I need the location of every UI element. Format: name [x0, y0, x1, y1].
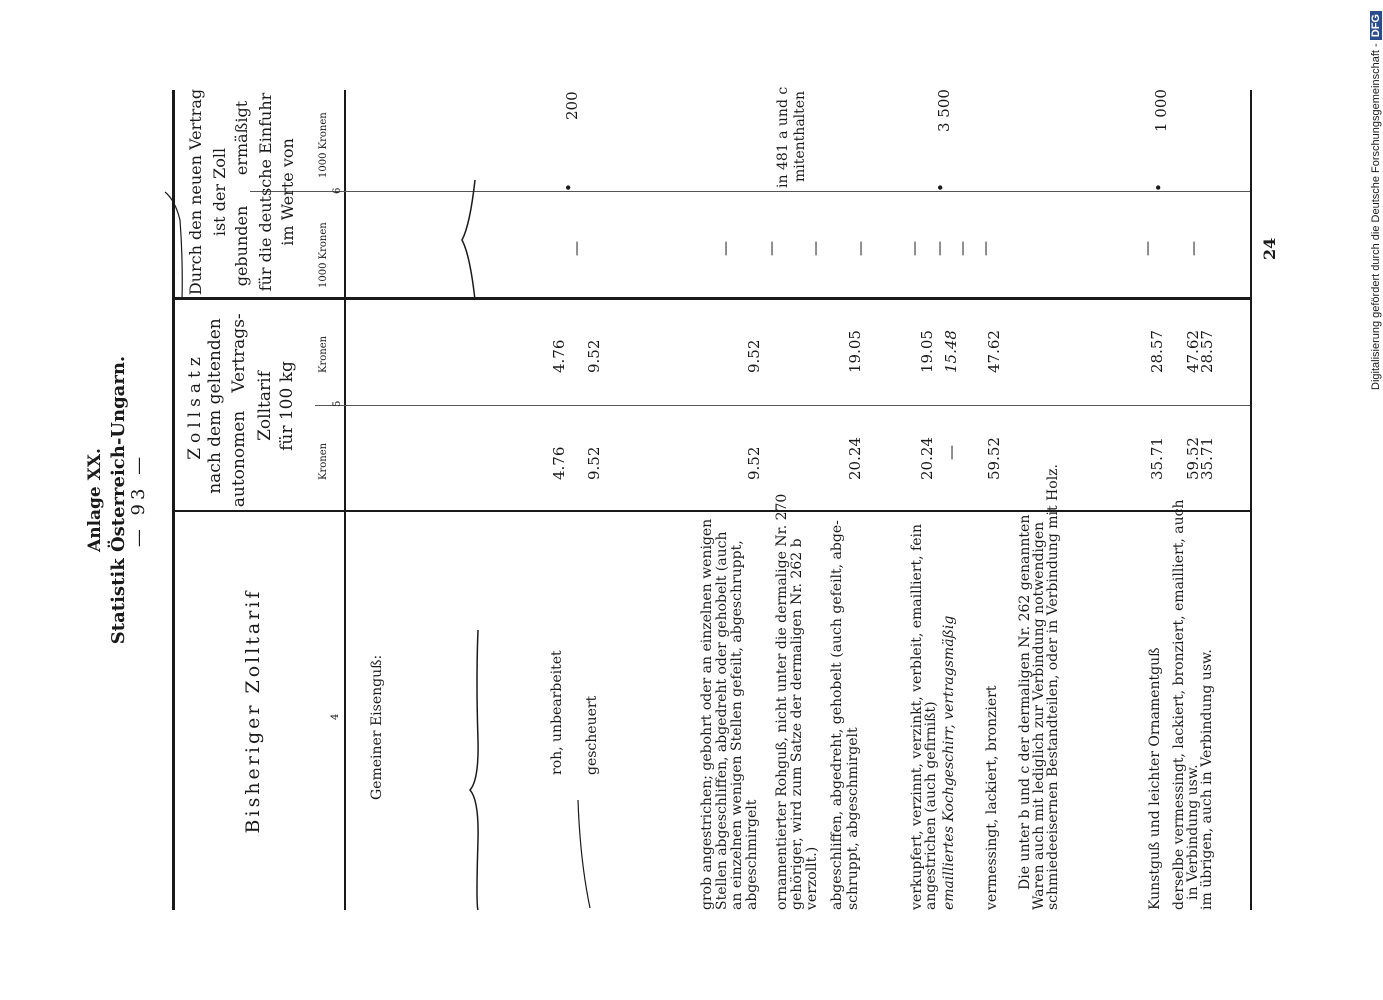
row-label-line: verkupfert, verzinnt, verzinkt, verbleit, emailliert, fein [909, 524, 925, 910]
row-autonom: 9.52 [585, 446, 603, 480]
row-vertrag: 28.57 [1198, 330, 1216, 373]
row-label-line: ornamentierter Rohguß, nicht unter die dermalige Nr. 270 [774, 493, 790, 910]
row-label: roh, unbearbeitet [549, 650, 565, 775]
page-number: — 93 — [128, 452, 149, 548]
row-vertrag: 9.52 [585, 339, 603, 373]
group3-value: 3 500 [935, 89, 953, 132]
col4-number: 4 [330, 713, 341, 720]
bound-dash: — [930, 241, 948, 256]
group1-dot: • [560, 183, 578, 192]
group3-dot: • [932, 183, 950, 192]
row-note-line: Waren auch mit lediglich zur Verbindung notwendigen [1031, 521, 1047, 910]
brace-col6-group1 [462, 180, 475, 300]
digitization-note [1370, 11, 1382, 390]
row-autonom: 4.76 [550, 446, 568, 480]
bound-dash: — [953, 241, 971, 256]
row-label: emailliertes Kochgeschirr, vertragsmäßig [941, 615, 957, 910]
col5-unit-vertrag: Kronen [318, 335, 329, 373]
row-vertrag: 28.57 [1148, 330, 1166, 373]
col4-header: Bisheriger Zolltarif [242, 588, 264, 834]
anlage-subtitle: Statistik Österreich-Ungarn. [108, 355, 129, 645]
col6-unit-ermaessigt: 1000 Kronen [318, 112, 329, 178]
col6-header-line5: im Werte von [278, 138, 297, 246]
brace-col4-rows01 [578, 800, 590, 908]
row-autonom: 35.71 [1198, 437, 1216, 480]
col6-unit-gebunden: 1000 Kronen [318, 222, 329, 288]
dfg-logo: DFG [1370, 11, 1382, 40]
bound-dash: — [806, 241, 824, 256]
row-autonom: 20.24 [918, 437, 936, 480]
bound-dash: — [762, 241, 780, 256]
col5-unit-autonom: Kronen [318, 442, 329, 480]
col5-header-line5: für 100 kg [277, 361, 297, 451]
group2-note-line1: in 481 a und c [775, 86, 791, 188]
brace-col4-top [470, 630, 478, 910]
bound-dash: — [1184, 241, 1202, 256]
col5-header-autonom: autonomen [229, 410, 249, 508]
bound-dash: — [851, 241, 869, 256]
group4-value: 1 000 [1152, 89, 1170, 132]
row-vertrag: 15.48 [942, 330, 960, 373]
col6-number: 6 [332, 187, 343, 194]
row-note-line: Die unter b und c der dermaligen Nr. 262 genannten [1017, 514, 1033, 890]
col5-header-line1: Zollsatz [185, 352, 205, 460]
col6-header-line4: für die deutsche Einfuhr [256, 92, 275, 292]
group2-note-line2: mitenthalten [792, 90, 808, 182]
row-label-line: abgeschliffen, abgedreht, gehobelt (auch gefeilt, abge- [829, 520, 845, 910]
bound-dash: — [716, 241, 734, 256]
row-label-line: grob angestrichen; gebohrt oder an einzelnen wenigen [699, 518, 715, 910]
col5-header-line2: nach dem geltenden [205, 318, 225, 494]
row-label-line: verzollt.) [804, 846, 820, 910]
row-autonom: 59.52 [1184, 437, 1202, 480]
brace-col6-group2 [165, 192, 182, 300]
row-autonom: 35.71 [1148, 437, 1166, 480]
row-label: gescheuert [584, 695, 600, 775]
row-vertrag: 19.05 [846, 330, 864, 373]
footer-number: 24 [1260, 237, 1279, 260]
row-label: vermessingt, lackiert, bronziert [984, 685, 1000, 910]
anlage-title: Anlage XX. [85, 448, 105, 552]
row-note-line: schmiedeeisernen Bestandteilen, oder in Verbindung mit Holz. [1045, 464, 1061, 910]
row-label-line: schruppt, abgeschmirgelt [845, 727, 861, 910]
row-label: Kunstguß und leichter Ornamentguß [1147, 647, 1163, 910]
bound-dash: — [905, 241, 923, 256]
bound-dash: — [1138, 241, 1156, 256]
col6-header-line1: Durch den neuen Vertrag [186, 88, 205, 296]
row-label-line: an einzelnen wenigen Stellen gefeilt, abgeschruppt, [729, 540, 745, 910]
digitization-text: Digitalisierung gefördert durch die Deutsche Forschungsgemeinschaft - [1370, 43, 1382, 390]
group4-dot: • [1150, 183, 1168, 192]
col5-header-vertrag: Vertrags- [229, 313, 249, 393]
row-label: im übrigen, auch in Verbindung usw. [1199, 649, 1215, 910]
col6-header-ermaessigt: ermäßigt [232, 100, 251, 176]
row-label-line: angestrichen (auch gefirnißt) [923, 701, 939, 910]
row-vertrag: 9.52 [745, 339, 763, 373]
row-vertrag: 19.05 [918, 330, 936, 373]
row-vertrag: 47.62 [985, 330, 1003, 373]
bound-dash: — [976, 241, 994, 256]
row-label-line: in Verbindung usw. [1185, 764, 1201, 900]
row-autonom: 9.52 [745, 446, 763, 480]
row-autonom: 59.52 [985, 437, 1003, 480]
bound-dash: — [567, 241, 585, 256]
row-autonom: 20.24 [846, 437, 864, 480]
col5-number: 5 [332, 400, 343, 407]
row-autonom: — [942, 445, 960, 460]
col5-header-line4: Zolltarif [255, 371, 275, 441]
row-vertrag: 47.62 [1184, 330, 1202, 373]
col6-header-line2: ist der Zoll [210, 147, 229, 237]
section-heading: Gemeiner Eisenguß: [369, 654, 385, 800]
group1-value: 200 [563, 91, 581, 120]
row-label-line: Stellen abgeschliffen, abgedreht oder gehobelt (auch [714, 531, 730, 910]
row-vertrag: 4.76 [550, 339, 568, 373]
col6-header-gebunden: gebunden [232, 205, 251, 287]
row-label-line: gehöriger, wird zum Satze der dermaligen Nr. 262 b [789, 538, 805, 910]
row-label-line: derselbe vermessingt, lackiert, bronziert, emailliert, auch [1171, 499, 1187, 910]
row-label-line: abgeschmirgelt [744, 799, 760, 910]
